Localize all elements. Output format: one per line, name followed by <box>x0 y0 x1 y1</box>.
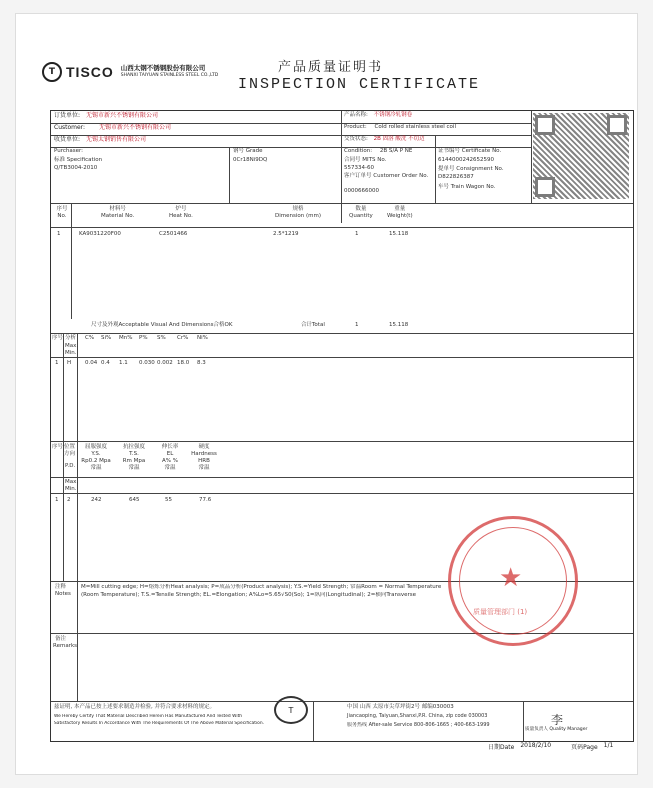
customer-label: 订货单位: <box>54 112 81 119</box>
footer-date-page <box>488 742 613 751</box>
title-en: INSPECTION CERTIFICATE <box>238 76 481 93</box>
chem-value: 8.3 <box>197 360 206 366</box>
item-dim: 2.5*1219 <box>273 231 299 237</box>
items-total-label: 合计Total <box>301 322 325 328</box>
col-dim-cn: 规格 <box>292 206 304 212</box>
col-dim-en: Dimension (mm) <box>275 213 321 219</box>
item-no: 1 <box>57 231 61 237</box>
product-value-en: Cold rolled stainless steel coil <box>374 124 456 130</box>
grade-value: 0Cr18Ni9DQ <box>233 157 268 163</box>
item-material: KA9031220F00 <box>79 231 121 237</box>
notes-line2: (Room Temperature); T.S.=Tensile Strength; EL.=Elongation; A%Lo=5.65√S0(So); 1=纵向(Longitudinal); 2=横向Transverse <box>81 592 417 598</box>
page-value: 1/1 <box>603 742 614 749</box>
col-material-en: Material No. <box>101 213 135 219</box>
chem-col: S% <box>157 335 166 341</box>
order-value: 0000666000 <box>344 188 379 194</box>
certificate-page <box>16 14 637 774</box>
title-cn: 产品质量证明书 <box>278 60 384 75</box>
contract-value: 557334-60 <box>344 165 374 171</box>
mech-min: Min. <box>65 486 77 492</box>
item-qty: 1 <box>355 231 359 237</box>
purchaser-label-en: Purchaser: <box>54 148 83 154</box>
chem-col: Cr% <box>177 335 189 341</box>
cert-statement-cn: 兹证明, 本产品已按上述要求制造并检验, 并符合要求材料的规定。 <box>54 704 215 710</box>
qc-signature: 李 <box>551 713 564 727</box>
notes-line1: M=Mill cutting edge; H=熔炼分析Heat analysis; P=成品分析(Product analysis); Y.S.=Yield Strength; 常温Room = Normal Temperature <box>81 584 442 590</box>
mech-row-no: 1 <box>55 497 59 503</box>
tisco-seal-icon: T <box>274 696 308 724</box>
remarks-label-en: Remarks <box>53 643 77 649</box>
chem-col: Si% <box>101 335 112 341</box>
chem-min-label: Min. <box>65 350 77 356</box>
chem-col: C% <box>85 335 95 341</box>
cert-statement-en2: Satisfactory Results In Accordance With The Requirements Of The Above Material Specification. <box>54 721 265 726</box>
tisco-logo <box>42 62 218 82</box>
product-value: 不锈钢冷轧钢卷 <box>373 112 413 118</box>
notes-label-cn: 注释 <box>55 584 67 590</box>
chem-value: 1.1 <box>119 360 128 366</box>
grade-label: 钢号 Grade <box>233 148 263 154</box>
item-heat: C2501466 <box>159 231 188 237</box>
mech-value: 645 <box>129 497 140 503</box>
tisco-logo-icon: T <box>42 62 62 82</box>
cert-value: 6144000242652590 <box>438 157 494 163</box>
stamp-text: 质量管理部门 (1) <box>473 608 528 616</box>
mech-col-cn: 硬度 <box>198 444 210 450</box>
chem-value: 0.4 <box>101 360 110 366</box>
col-material-cn: 材料号 <box>109 206 126 212</box>
items-total-qty: 1 <box>355 322 359 328</box>
mech-col-cn: 屈服强度 <box>84 444 107 450</box>
mech-col-temp: 常温 <box>198 465 210 471</box>
consign-label: 提单号 Consignment No. <box>438 166 504 172</box>
mech-col-en: Hardness <box>191 451 217 457</box>
chem-value: 18.0 <box>177 360 190 366</box>
product-label-en: Product: <box>344 124 367 130</box>
chem-row-type: H <box>67 360 72 366</box>
mech-col-unit: Rm Mpa <box>122 458 146 464</box>
condition-label-en: Condition: <box>344 148 373 154</box>
stamp-star-icon: ★ <box>499 563 523 593</box>
mech-col-temp: 常温 <box>128 465 140 471</box>
purchaser-value: 无锡太钢销售有限公司 <box>85 136 146 143</box>
chem-row-values <box>85 360 215 367</box>
condition-value-en: 2B S/A P NE <box>379 148 413 154</box>
items-total-weight: 15.118 <box>389 322 409 328</box>
company-red-stamp <box>448 516 578 646</box>
mech-col-en: Y.S. <box>91 451 101 457</box>
company-name-en: SHANXI TAIYUAN STAINLESS STEEL CO.,LTD <box>120 73 219 78</box>
certificate-grid <box>50 110 634 742</box>
chem-columns <box>85 335 215 342</box>
product-label: 产品名称: <box>344 112 368 118</box>
spec-label: 标准 Specification <box>54 157 103 163</box>
remarks-label-cn: 备注 <box>55 636 67 642</box>
customer2-value: 无锡市新兴不锈钢有限公司 <box>98 124 171 131</box>
condition-value: 2B 固溶 酸洗 不切边 <box>373 136 425 142</box>
mech-dir-en: P.D. <box>65 463 76 469</box>
items-acceptance: 尺寸及外观Acceptable Visual And Dimensions合格OK <box>91 322 233 328</box>
cert-label: 证书编号 Certificate No. <box>438 148 502 154</box>
customer-value: 无锡市新兴不锈钢有限公司 <box>85 112 158 119</box>
wagon-label: 车号 Train Wagon No. <box>438 184 496 190</box>
mech-no-label: 序号 <box>52 444 64 450</box>
col-weight-cn: 重量 <box>394 206 406 212</box>
mech-value: 55 <box>165 497 172 503</box>
chem-no-label: 序号 <box>52 335 64 341</box>
col-heat-cn: 炉号 <box>175 206 187 212</box>
mech-col-cn: 抗拉强度 <box>122 444 145 450</box>
col-no-en: No. <box>57 213 67 219</box>
mech-col-cn: 伸长率 <box>161 444 179 450</box>
page-label: 页码Page <box>571 744 598 751</box>
service-line: 服务热线 After-sale Service 800-806-1665 ; 400-663-1999 <box>347 722 490 728</box>
mech-col-unit: HRB <box>198 458 210 464</box>
mech-col-unit: Rp0.2 Mpa <box>81 458 111 464</box>
brand-name: TISCO <box>66 64 114 80</box>
order-label: 客户订单号 Customer Order No. <box>344 173 429 179</box>
qr-code <box>533 113 629 199</box>
notes-label-en: Notes <box>55 591 71 597</box>
qc-label: 质量负责人 Quality Manager <box>525 727 588 732</box>
chem-row-no: 1 <box>55 360 59 366</box>
mech-value: 77.6 <box>199 497 212 503</box>
chem-value: 0.030 <box>139 360 155 366</box>
spec-value: Q/TB3004-2010 <box>54 165 98 171</box>
customer-label-en: Customer: <box>54 124 86 131</box>
col-qty-en: Quantity <box>349 213 373 219</box>
col-weight-en: Weight(t) <box>387 213 413 219</box>
mech-dir-cn: 位置方向 <box>64 444 76 457</box>
address-cn: 中国 山西 太原市尖草坪街2号 邮编030003 <box>347 704 454 710</box>
address-en: Jiancaoping, Taiyuan,Shanxi,P.R. China, zip code 030003 <box>347 713 488 719</box>
chem-value: 0.04 <box>85 360 98 366</box>
contract-label: 合同号 MITS No. <box>344 157 387 163</box>
date-label: 日期Date <box>488 744 515 751</box>
chem-value: 0.002 <box>157 360 173 366</box>
col-no-cn: 序号 <box>56 206 68 212</box>
item-weight: 15.118 <box>389 231 409 237</box>
mech-col-en: T.S. <box>129 451 139 457</box>
col-qty-cn: 数量 <box>355 206 367 212</box>
chem-col: Mn% <box>119 335 133 341</box>
mech-col-unit: A% % <box>162 458 178 464</box>
condition-label: 交货状态: <box>344 136 368 142</box>
chem-col: Ni% <box>197 335 208 341</box>
mech-col-en: EL <box>166 451 174 457</box>
mech-col-temp: 常温 <box>164 465 176 471</box>
purchaser-label: 收货单位: <box>54 136 81 143</box>
company-name-cn: 山西太钢不锈钢股份有限公司 <box>120 64 206 72</box>
date-value: 2018/2/10 <box>520 742 552 749</box>
cert-statement-en1: We Hereby Certify That Material Described Herein Has Manufactured And Tested With <box>54 714 243 719</box>
chem-max-label: Max. <box>65 343 79 349</box>
chem-col: P% <box>139 335 148 341</box>
mech-max: Max. <box>65 479 79 485</box>
mech-col-temp: 常温 <box>90 465 102 471</box>
mech-row-pd: 2 <box>67 497 71 503</box>
mech-value: 242 <box>91 497 102 503</box>
consign-value: D822826387 <box>438 174 474 180</box>
col-heat-en: Heat No. <box>169 213 193 219</box>
chem-analysis-label: 分析 <box>65 335 77 341</box>
